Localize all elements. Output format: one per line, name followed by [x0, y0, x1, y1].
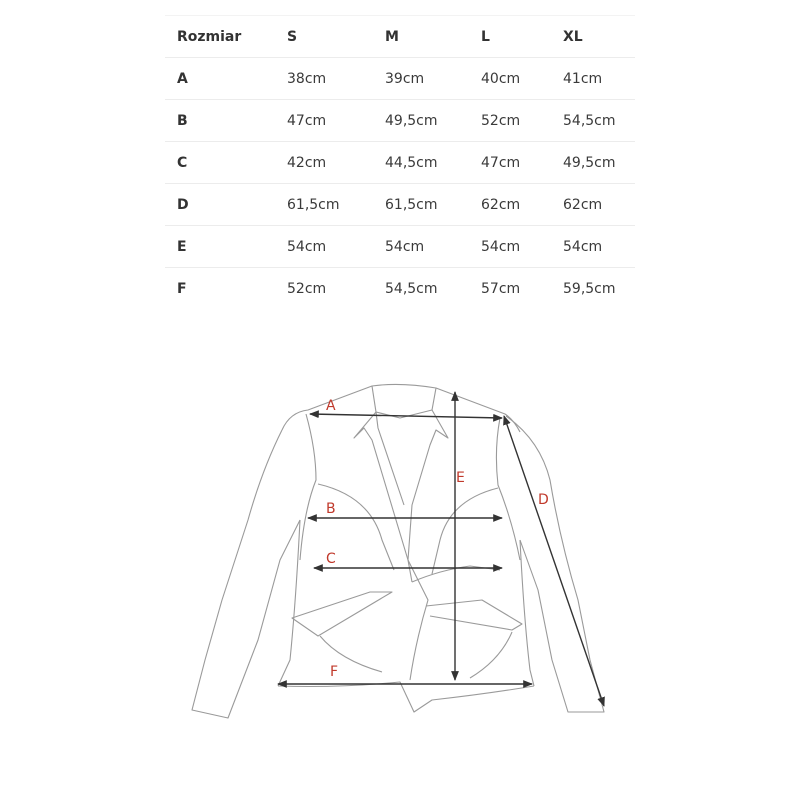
table-cell: 49,5cm	[373, 100, 469, 142]
table-cell: 47cm	[275, 100, 373, 142]
size-table	[165, 15, 635, 310]
table-row	[165, 100, 635, 142]
table-cell: 54cm	[373, 226, 469, 268]
table-cell: 52cm	[469, 100, 551, 142]
row-label: F	[177, 280, 187, 297]
header-size-s: S	[275, 16, 373, 58]
table-cell: 38cm	[275, 58, 373, 100]
table-cell: 54,5cm	[551, 100, 635, 142]
jacket-outline	[192, 384, 604, 718]
table-header-row	[165, 16, 635, 58]
row-label: C	[165, 142, 275, 184]
table-row	[165, 184, 635, 226]
table-cell: 62cm	[551, 184, 635, 226]
table-cell: 54,5cm	[385, 280, 438, 297]
measurement-arrows	[278, 392, 604, 706]
table-cell: 40cm	[469, 58, 551, 100]
arrow-d	[504, 416, 604, 706]
table-row	[165, 142, 635, 184]
label-b: B	[326, 501, 336, 517]
row-label: A	[165, 58, 275, 100]
label-f: F	[330, 664, 339, 680]
jacket-measurement-diagram	[0, 360, 800, 730]
table-cell: 47cm	[469, 142, 551, 184]
row-label: D	[165, 184, 275, 226]
table-cell: 39cm	[373, 58, 469, 100]
table-cell: 54cm	[551, 226, 635, 268]
table-row	[165, 226, 635, 268]
table-cell: 41cm	[551, 58, 635, 100]
label-a: A	[326, 398, 336, 414]
label-e: E	[456, 470, 465, 486]
arrow-a	[310, 414, 502, 418]
table-cell: 62cm	[469, 184, 551, 226]
row-label: E	[165, 226, 275, 268]
table-cell: 42cm	[275, 142, 373, 184]
table-cell: 44,5cm	[373, 142, 469, 184]
table-row	[165, 58, 635, 100]
table-cell: 61,5cm	[275, 184, 373, 226]
label-d: D	[538, 492, 549, 508]
header-size-m: M	[373, 16, 469, 58]
table-cell: 59,5cm	[563, 280, 616, 297]
label-c: C	[326, 551, 336, 567]
table-row	[165, 268, 635, 310]
table-cell: 54cm	[469, 226, 551, 268]
table-cell: 54cm	[275, 226, 373, 268]
table-cell: 57cm	[481, 280, 521, 297]
row-label: B	[165, 100, 275, 142]
header-size-l: L	[469, 16, 551, 58]
header-rozmiar: Rozmiar	[165, 16, 275, 58]
table-cell: 61,5cm	[373, 184, 469, 226]
table-cell: 52cm	[287, 280, 327, 297]
header-size-xl: XL	[551, 16, 635, 58]
table-cell: 49,5cm	[551, 142, 635, 184]
